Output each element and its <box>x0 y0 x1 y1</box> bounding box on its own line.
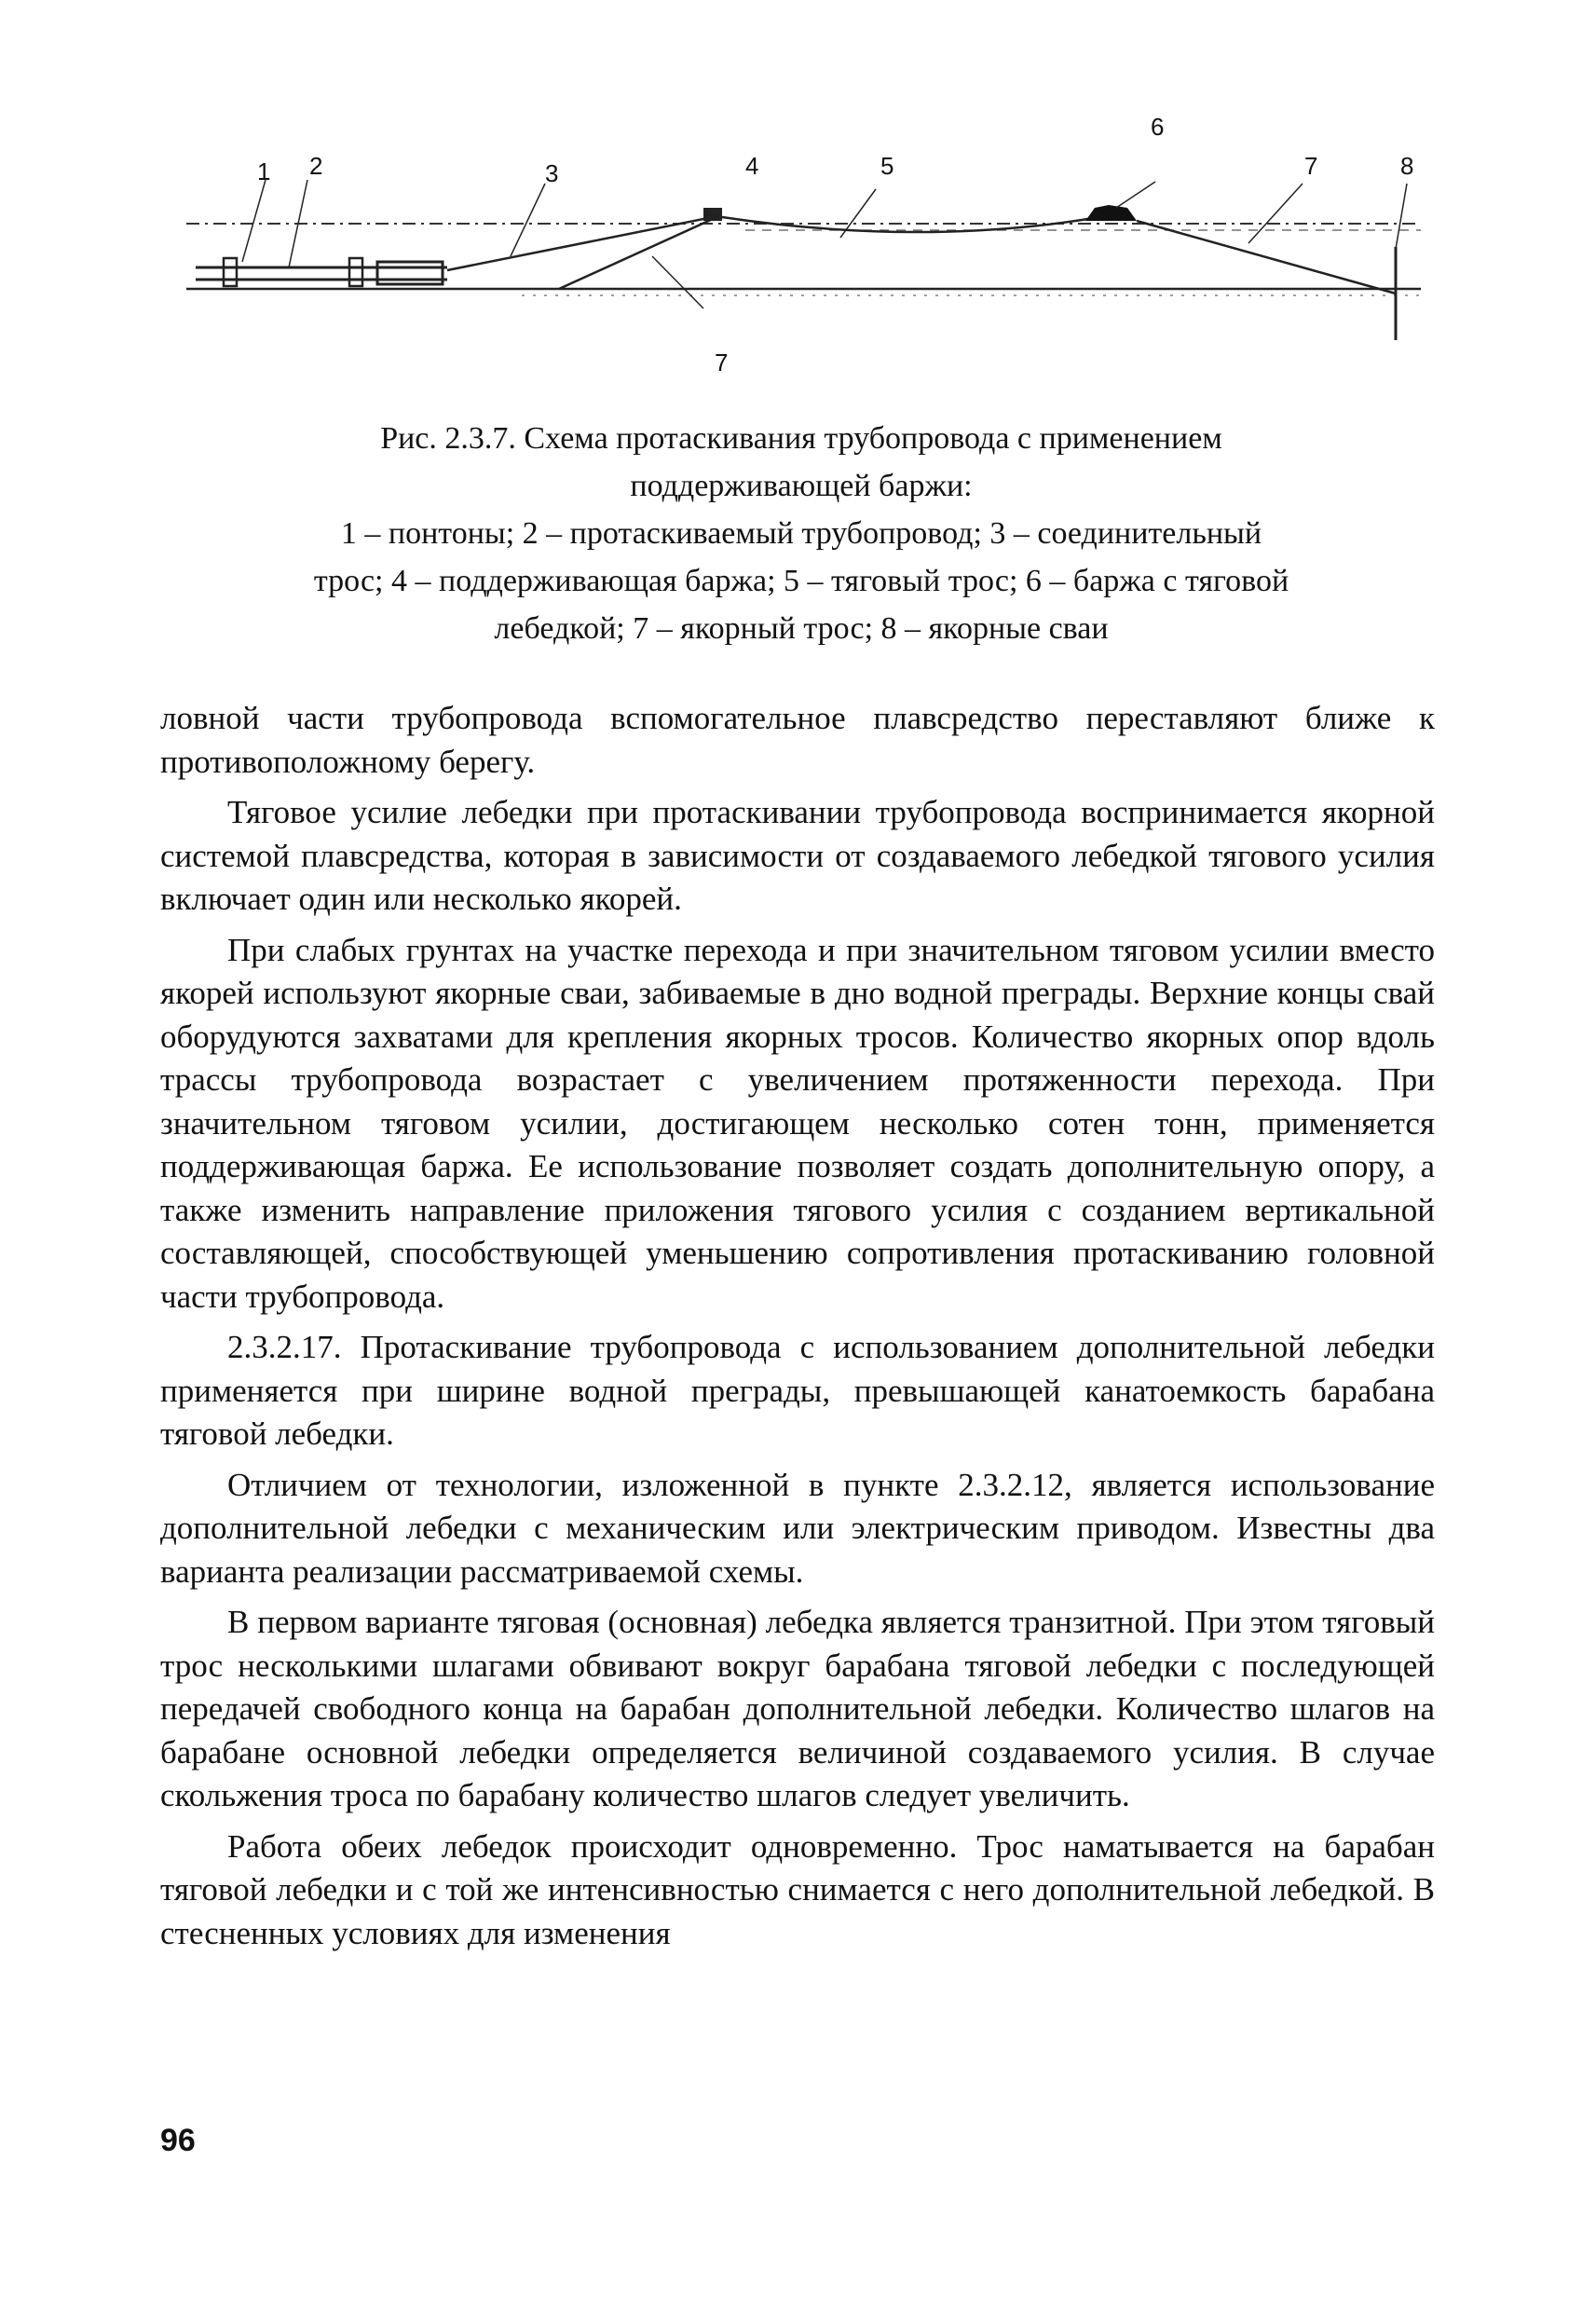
anchor-rope-right <box>1137 221 1396 294</box>
connecting-rope <box>447 217 713 270</box>
paragraph: ловной части трубопровода вспомогательное плавсредство переставляют ближе к противоположному берегу. <box>160 700 1435 780</box>
figure-caption <box>158 415 1444 652</box>
label-1: 1 <box>257 157 271 185</box>
paragraph: Отличием от технологии, изложенной в пункте 2.3.2.12, является использование дополнительной лебедки с механическим или электрическим приводом. Известны два варианта реализации рассматриваемой схемы. <box>160 1466 1435 1590</box>
paragraph: 2.3.2.17. Протаскивание трубопровода с использованием дополнительной лебедки применяется при ширине водной преграды, превышающей канатоемкость барабана тяговой лебедки. <box>160 1329 1435 1452</box>
label-2: 2 <box>309 152 323 180</box>
caption-line: 1 – понтоны; 2 – протаскиваемый трубопровод; 3 – соединительный <box>340 516 1262 551</box>
scheme-diagram <box>168 107 1453 387</box>
label-6: 6 <box>1151 113 1165 141</box>
paragraph: Тяговое усилие лебедки при протаскивании трубопровода воспринимается якорной системой плавсредства, которая в зависимости от создаваемого лебедкой тягового усилия включает один или несколько якорей. <box>160 794 1435 917</box>
caption-line: Рис. 2.3.7. Схема протаскивания трубопровода с применением <box>380 421 1222 456</box>
pipeline <box>196 258 447 286</box>
anchor-rope-left <box>559 219 713 289</box>
paragraph: Работа обеих лебедок происходит одновременно. Трос наматывается на барабан тяговой лебедки и с той же интенсивностью снимается с него дополнительной лебедкой. В стесненных условиях для изменения <box>160 1827 1435 1951</box>
winch-barge <box>1085 205 1137 221</box>
page-number: 96 <box>160 2123 196 2158</box>
label-3: 3 <box>545 159 559 187</box>
traction-rope <box>722 217 1099 232</box>
label-7-top: 7 <box>1304 152 1318 180</box>
caption-line: лебедкой; 7 – якорный трос; 8 – якорные сваи <box>494 611 1109 646</box>
figure-pipeline-scheme <box>168 107 1453 387</box>
paragraph: При слабых грунтах на участке перехода и при значительном тяговом усилии вместо якорей используют якорные сваи, забиваемые в дно водной преграды. Верхние концы свай оборудуются захватами для крепления якорных тросов. Количество якорных опор вдоль трассы трубопровода возрастает с увеличением протяженности перехода. При значительном тяговом усилии, достигающем несколько сотен тонн, применяется поддерживающая баржа. Ее использование позволяет создать дополнительную опору, а также изменить направление приложения тягового усилия с созданием вертикальной составляющей, способствующей уменьшению сопротивления протаскиванию головной части трубопровода. <box>160 931 1435 1315</box>
caption-line: трос; 4 – поддерживающая баржа; 5 – тяговый трос; 6 – баржа с тяговой <box>313 564 1289 598</box>
label-8: 8 <box>1400 152 1414 180</box>
support-barge <box>703 208 722 221</box>
label-5: 5 <box>880 152 894 180</box>
label-7-bottom: 7 <box>715 349 729 376</box>
label-4: 4 <box>745 152 759 180</box>
body-text <box>160 697 1435 1962</box>
paragraph: В первом варианте тяговая (основная) лебедка является транзитной. При этом тяговый трос несколькими шлагами обвивают вокруг барабана тяговой лебедки с последующей передачей свободного конца на барабан дополнительной лебедки. Количество шлагов на барабане основной лебедки определяется величиной создаваемого усилия. В случае скольжения троса по барабану количество шлагов следует увеличить. <box>160 1604 1435 1813</box>
caption-line: поддерживающей баржи: <box>630 469 973 503</box>
